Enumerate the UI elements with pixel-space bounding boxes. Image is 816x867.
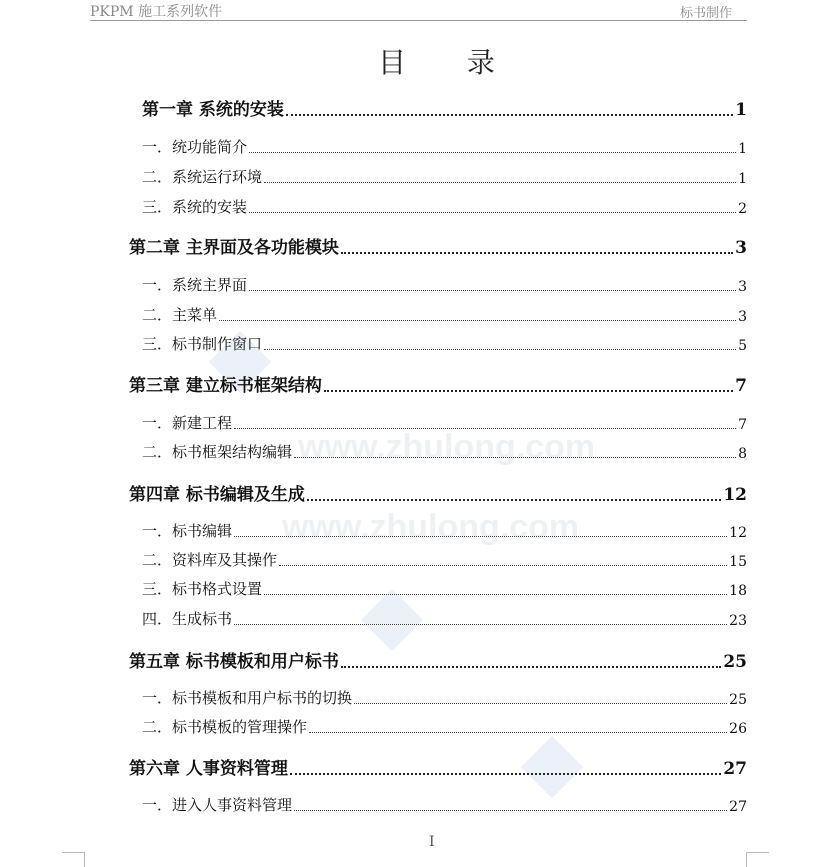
toc-section-entry[interactable]: [142, 520, 747, 541]
toc-section-entry[interactable]: [142, 549, 747, 570]
toc-leader-dots: [341, 251, 733, 254]
toc-entry-page: 5: [738, 338, 747, 354]
toc-entry-label: 一．标书模板和用户标书的切换: [142, 689, 353, 707]
toc-entry-page: 12: [729, 525, 747, 541]
toc-entry-label: 一．标书编辑: [142, 522, 233, 540]
watermark-text: www.zhulong.com: [298, 428, 596, 466]
header-document-name: 标书制作: [680, 6, 733, 21]
toc-entry-page: 27: [729, 799, 747, 815]
toc-leader-dots: [290, 772, 721, 775]
toc-leader-dots: [219, 319, 736, 321]
toc-entry-page: 26: [729, 721, 747, 737]
toc-entry-page: 25: [723, 652, 747, 672]
toc-leader-dots: [234, 427, 736, 429]
toc-chapter-entry[interactable]: [129, 480, 747, 505]
toc-entry-label: 二．标书模板的管理操作: [142, 718, 308, 736]
toc-entry-page: 7: [738, 417, 747, 433]
toc-section-entry[interactable]: [142, 441, 747, 462]
toc-leader-dots: [324, 389, 733, 392]
toc-section-entry[interactable]: [142, 716, 747, 737]
toc-leader-dots: [309, 731, 727, 733]
toc-section-entry[interactable]: [142, 687, 747, 708]
toc-leader-dots: [294, 809, 727, 811]
toc-entry-page: 25: [729, 692, 747, 708]
page-title: 目 录: [378, 46, 521, 79]
toc-leader-dots: [354, 702, 727, 704]
toc-chapter-entry[interactable]: [129, 647, 747, 672]
toc-chapter-entry[interactable]: [129, 233, 747, 258]
toc-entry-page: 15: [729, 554, 747, 570]
page-corner-mark: [746, 852, 769, 867]
toc-section-entry[interactable]: [142, 196, 747, 217]
toc-entry-label: 一．统功能简介: [142, 138, 248, 156]
toc-entry-page: 8: [738, 446, 747, 462]
toc-entry-label: 二．资料库及其操作: [142, 551, 278, 569]
toc-entry-label: 第五章 标书模板和用户标书: [129, 652, 339, 672]
toc-entry-page: 1: [738, 141, 747, 157]
toc-leader-dots: [264, 181, 736, 183]
toc-leader-dots: [286, 113, 733, 116]
toc-chapter-entry[interactable]: [129, 371, 747, 396]
toc-chapter-entry[interactable]: [129, 754, 747, 779]
toc-section-entry[interactable]: [142, 794, 747, 815]
header-divider: [90, 20, 747, 21]
page-corner-mark: [62, 852, 85, 867]
toc-leader-dots: [279, 564, 727, 566]
toc-entry-label: 二．主菜单: [142, 306, 218, 324]
toc-section-entry[interactable]: [142, 608, 747, 629]
toc-entry-label: 二．标书框架结构编辑: [142, 443, 293, 461]
page-number: I: [429, 834, 435, 850]
toc-entry-label: 二．系统运行环境: [142, 168, 263, 186]
toc-leader-dots: [341, 665, 721, 668]
toc-leader-dots: [234, 535, 727, 537]
toc-section-entry[interactable]: [142, 304, 747, 325]
toc-leader-dots: [249, 289, 736, 291]
toc-entry-page: 23: [729, 613, 747, 629]
toc-leader-dots: [294, 456, 736, 458]
toc-entry-label: 第一章 系统的安装: [142, 100, 284, 120]
toc-entry-label: 三．标书制作窗口: [142, 335, 263, 353]
toc-entry-page: 1: [738, 171, 747, 187]
toc-section-entry[interactable]: [142, 412, 747, 433]
toc-entry-label: 三．系统的安装: [142, 198, 248, 216]
toc-section-entry[interactable]: [142, 166, 747, 187]
toc-section-entry[interactable]: [142, 274, 747, 295]
toc-entry-label: 第六章 人事资料管理: [129, 759, 288, 779]
toc-entry-page: 18: [729, 583, 747, 599]
toc-leader-dots: [264, 348, 736, 350]
toc-entry-label: 一．系统主界面: [142, 276, 248, 294]
toc-entry-label: 第三章 建立标书框架结构: [129, 376, 322, 396]
toc-entry-label: 第二章 主界面及各功能模块: [129, 238, 339, 258]
toc-leader-dots: [249, 151, 736, 153]
toc-section-entry[interactable]: [142, 333, 747, 354]
toc-entry-label: 一．进入人事资料管理: [142, 796, 293, 814]
toc-entry-page: 1: [735, 100, 747, 120]
watermark-text: www.zhulong.com: [282, 508, 580, 546]
toc-leader-dots: [264, 593, 727, 595]
toc-entry-page: 3: [738, 279, 747, 295]
header-software-name: PKPM 施工系列软件: [90, 4, 223, 20]
toc-chapter-entry[interactable]: [142, 95, 747, 120]
toc-entry-label: 一．新建工程: [142, 414, 233, 432]
toc-entry-label: 四．生成标书: [142, 610, 233, 628]
toc-entry-page: 2: [738, 201, 747, 217]
toc-entry-page: 27: [723, 759, 747, 779]
toc-leader-dots: [249, 211, 736, 213]
toc-entry-label: 第四章 标书编辑及生成: [129, 485, 305, 505]
toc-section-entry[interactable]: [142, 578, 747, 599]
toc-leader-dots: [234, 623, 727, 625]
toc-entry-page: 12: [723, 485, 747, 505]
toc-entry-page: 3: [735, 238, 747, 258]
toc-section-entry[interactable]: [142, 136, 747, 157]
toc-leader-dots: [307, 498, 721, 501]
toc-entry-page: 3: [738, 309, 747, 325]
toc-entry-label: 三．标书格式设置: [142, 580, 263, 598]
toc-entry-page: 7: [735, 376, 747, 396]
